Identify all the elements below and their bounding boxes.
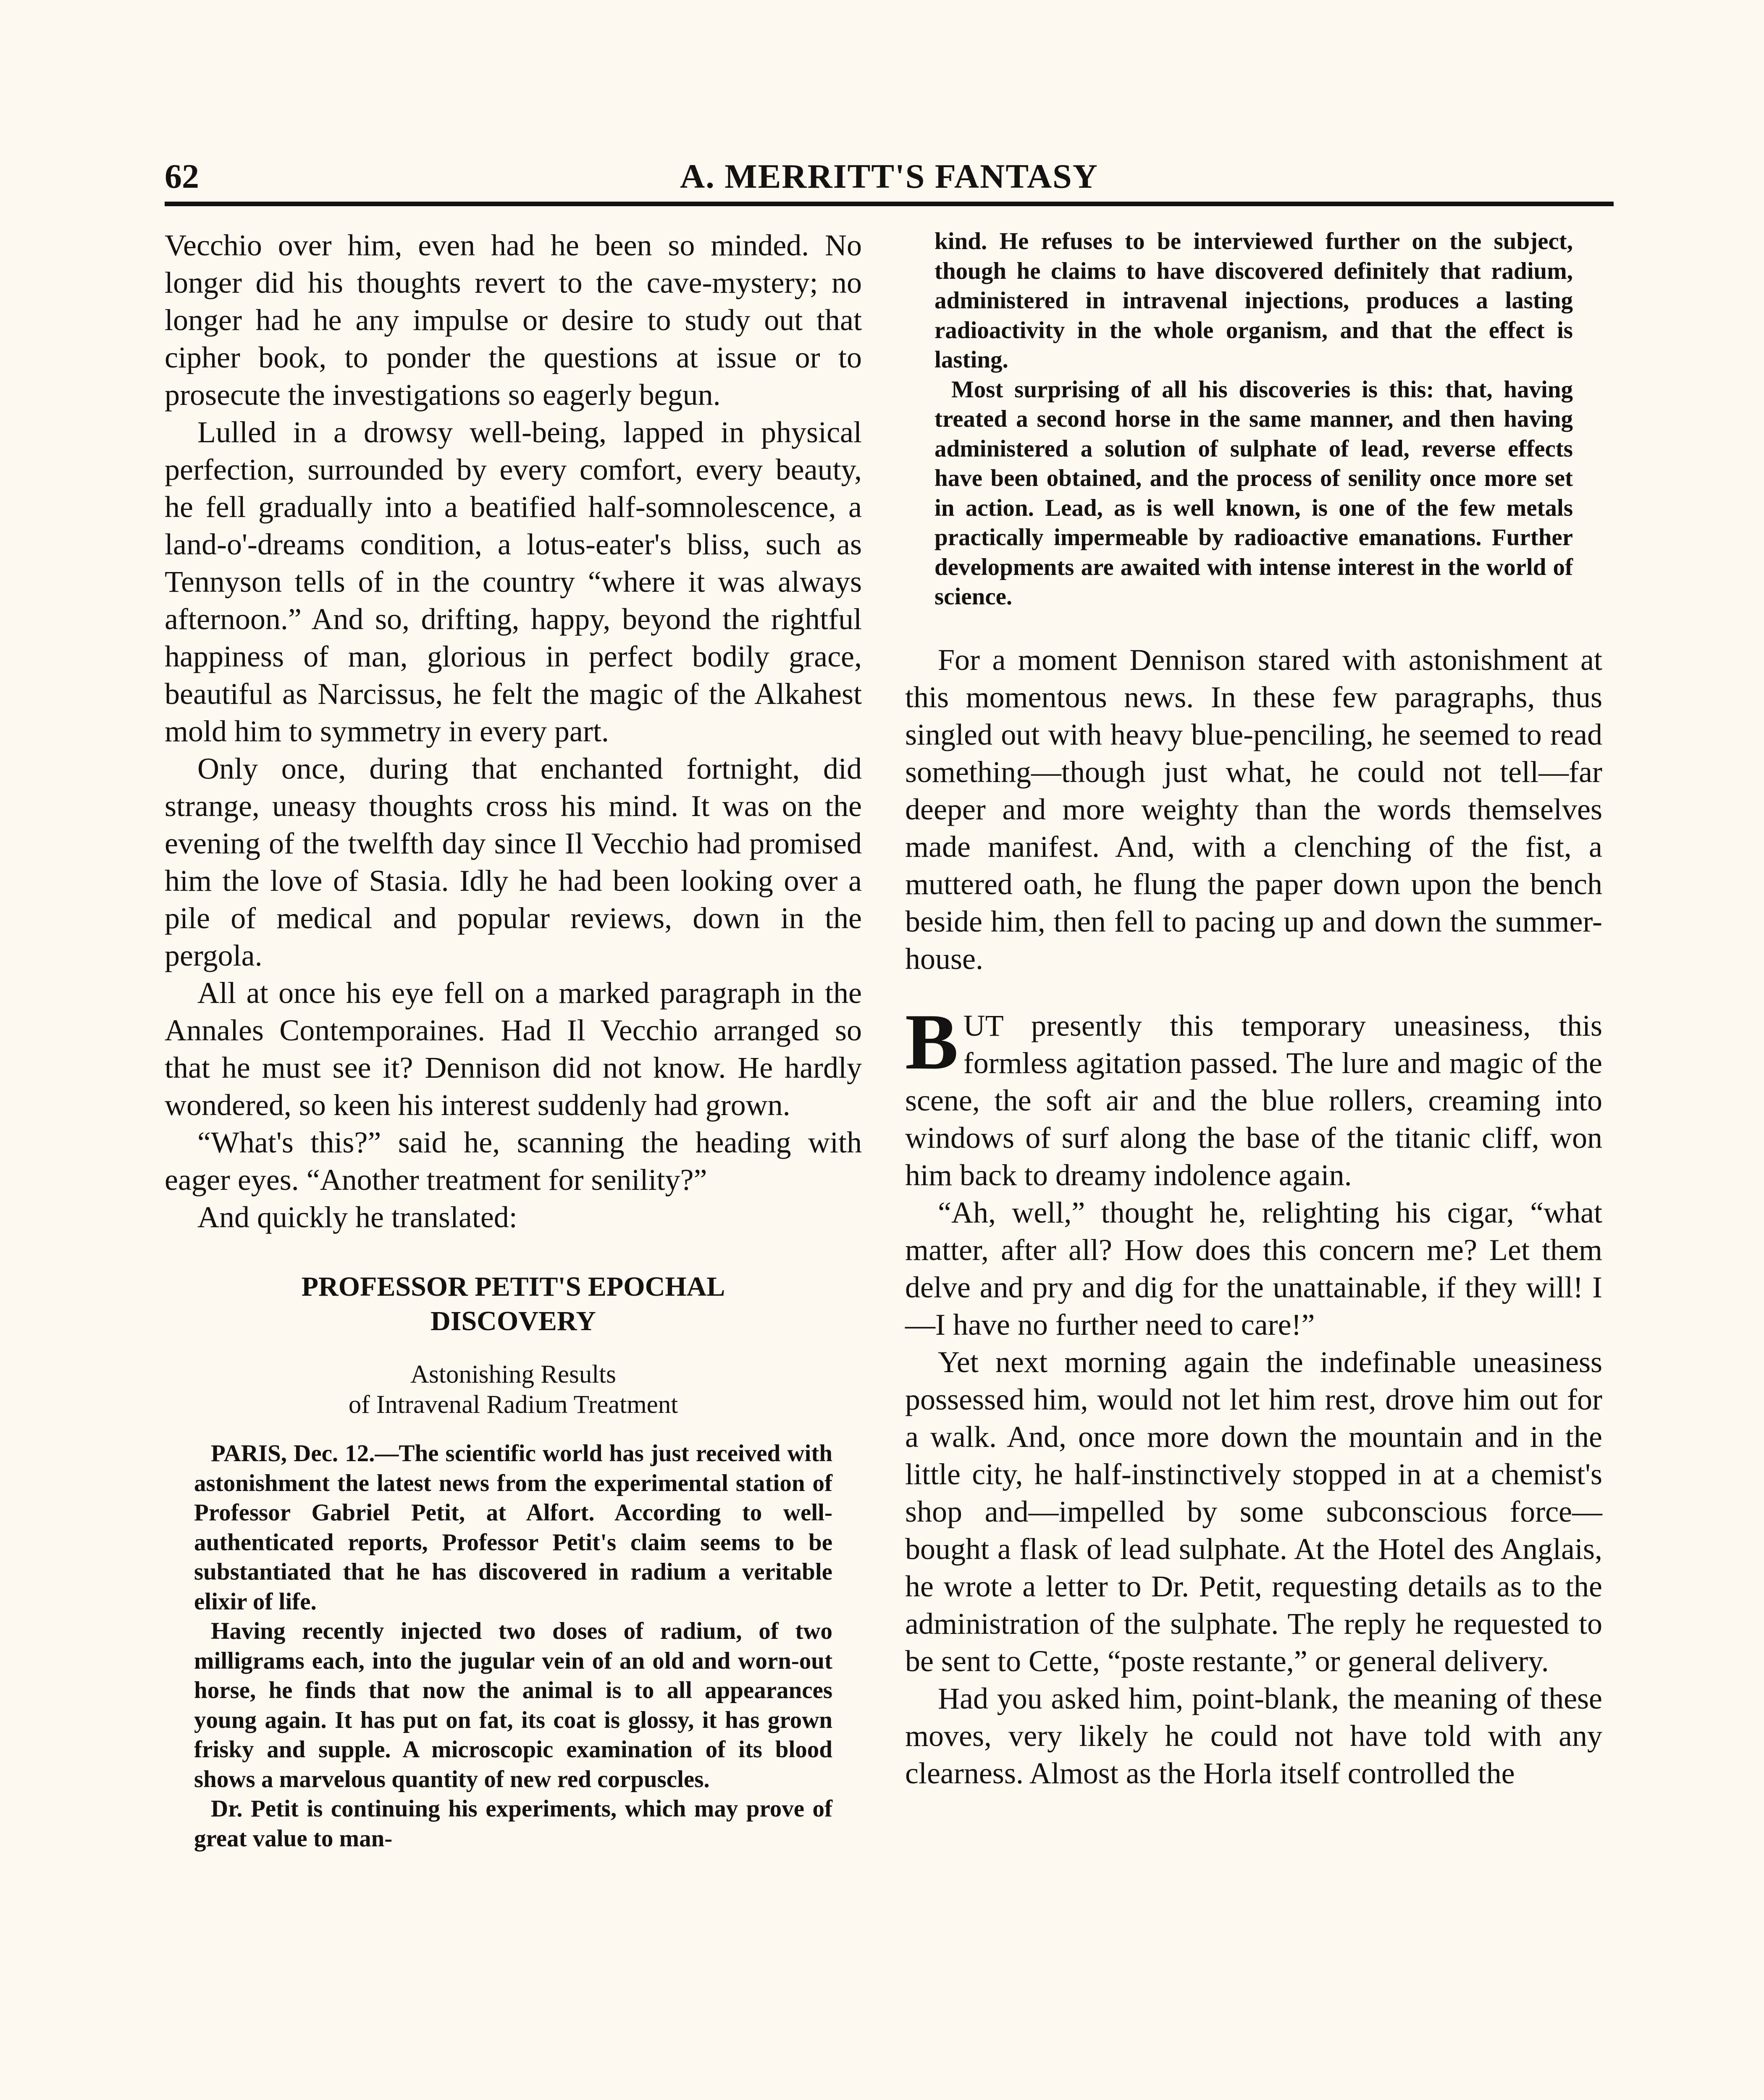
section-gap <box>905 978 1602 1007</box>
page-header <box>165 153 1614 200</box>
paragraph-text: UT presently this temporary uneasiness, this formless agitation passed. The lure and magic of the scene, the soft air and the blue rollers, creaming into windows of surf along the base of the titanic cliff, won him back to dreamy indolence again. <box>905 1008 1602 1192</box>
subhead-line: of Intravenal Radium Treatment <box>348 1391 678 1419</box>
paragraph: Only once, during that enchanted fortnight, did strange, uneasy thoughts cross his mind. It was on the evening of the twelfth day since Il Vecchio had promised him the love of Stasia. Idly he had been looking over a pile of medical and popular reviews, down in the pergola. <box>165 752 862 972</box>
paragraph: Had you asked him, point-blank, the meaning of these moves, very likely he could not have told with any clearness. Almost as the Horla itself controlled the <box>905 1681 1602 1790</box>
paragraph: “Ah, well,” thought he, relighting his cigar, “what matter, after all? How does this concern me? Let them delve and pry and dig for the unattainable, if they will! I—I have no further need to care!” <box>905 1195 1602 1341</box>
clipping-paragraph: Most surprising of all his discoveries is this: that, having treated a second horse in the same manner, and then having administered a solution of sulphate of lead, reverse effects have been obtained, and the process of senility once more set in action. Lead, as is well known, is one of the few metals practically impermeable by radioactive emanations. Further developments are awaited with intense interest in the world of science. <box>934 376 1573 610</box>
news-clipping <box>194 1270 832 1853</box>
left-column <box>165 227 862 1853</box>
page-number: 62 <box>165 157 199 195</box>
clipping-paragraph: kind. He refuses to be interviewed further on the subject, though he claims to have discovered definitely that radium, administered in intravenal injections, produces a lasting radioactivity in the whole organism, and that the effect is lasting. <box>934 228 1573 373</box>
paragraph: And quickly he translated: <box>197 1200 517 1234</box>
section-gap <box>905 612 1602 641</box>
paragraph: All at once his eye fell on a marked paragraph in the Annales Contemporaines. Had Il Vecchio arranged so that he must see it? Dennison did not know. He hardly wondered, so keen his interest suddenly had grown. <box>165 976 862 1122</box>
paragraph: Yet next morning again the indefinable uneasiness possessed him, would not let him rest, drove him out for a walk. And, once more down the mountain and in the little city, he half-instinctively stopped in at a chemist's shop and—impelled by some subconscious force—bought a flask of lead sulphate. At the Hotel des Anglais, he wrote a letter to Dr. Petit, requesting details as to the administration of the sulphate. The reply he requested to be sent to Cette, “poste restante,” or general delivery. <box>905 1345 1602 1678</box>
news-clipping-continued <box>934 227 1573 612</box>
paragraph: For a moment Dennison stared with astonishment at this momentous news. In these few paragraphs, thus singled out with heavy blue-penciling, he seemed to read something—though just what, he could not tell—far deeper and more weighty than the words themselves made manifest. And, with a clenching of the fist, a muttered oath, he flung the paper down upon the bench beside him, then fell to pacing up and down the summer-house. <box>905 643 1602 976</box>
clipping-paragraph: Having recently injected two doses of radium, of two milligrams each, into the jugular vein of an old and worn-out horse, he finds that now the animal is to all appearances young again. It has put on fat, its coat is glossy, it has grown frisky and supple. A microscopic examination of its blood shows a marvelous quantity of new red corpuscles. <box>194 1618 832 1793</box>
right-column <box>905 227 1602 1792</box>
header-rule <box>165 202 1614 206</box>
paragraph-dropcap <box>905 998 1602 1194</box>
headline-line: DISCOVERY <box>430 1306 596 1336</box>
clipping-paragraph: PARIS, Dec. 12.—The scientific world has just received with astonishment the latest news from the experimental station of Professor Gabriel Petit, at Alfort. According to well-authenticated reports, Professor Petit's claim seems to be substantiated that he has discovered in radium a veritable elixir of life. <box>194 1440 832 1615</box>
running-head: A. MERRITT'S FANTASY <box>680 157 1098 195</box>
clipping-headline <box>194 1270 832 1339</box>
paragraph: Lulled in a drowsy well-being, lapped in physical perfection, surrounded by every comfort, every beauty, he fell gradually into a beatified half-somnolescence, a land-o'-dreams condition, a lotus-eater's bliss, such as Tennyson tells of in the country “where it was always afternoon.” And so, drifting, happy, beyond the rightful happiness of man, glorious in perfect bodily grace, beautiful as Narcissus, he felt the magic of the Alkahest mold him to symmetry in every part. <box>165 415 862 748</box>
drop-cap: B <box>905 998 958 1086</box>
paragraph: “What's this?” said he, scanning the heading with eager eyes. “Another treatment for senility?” <box>165 1126 862 1197</box>
clipping-paragraph: Dr. Petit is continuing his experiments, which may prove of great value to man- <box>194 1796 832 1852</box>
headline-line: PROFESSOR PETIT'S EPOCHAL <box>301 1271 725 1302</box>
clipping-subhead <box>194 1360 832 1420</box>
paragraph: Vecchio over him, even had he been so minded. No longer did his thoughts revert to the cave-mystery; no longer had he any impulse or desire to study out that cipher book, to ponder the questions at issue or to prosecute the investigations so eagerly begun. <box>165 228 862 412</box>
subhead-line: Astonishing Results <box>410 1360 616 1389</box>
